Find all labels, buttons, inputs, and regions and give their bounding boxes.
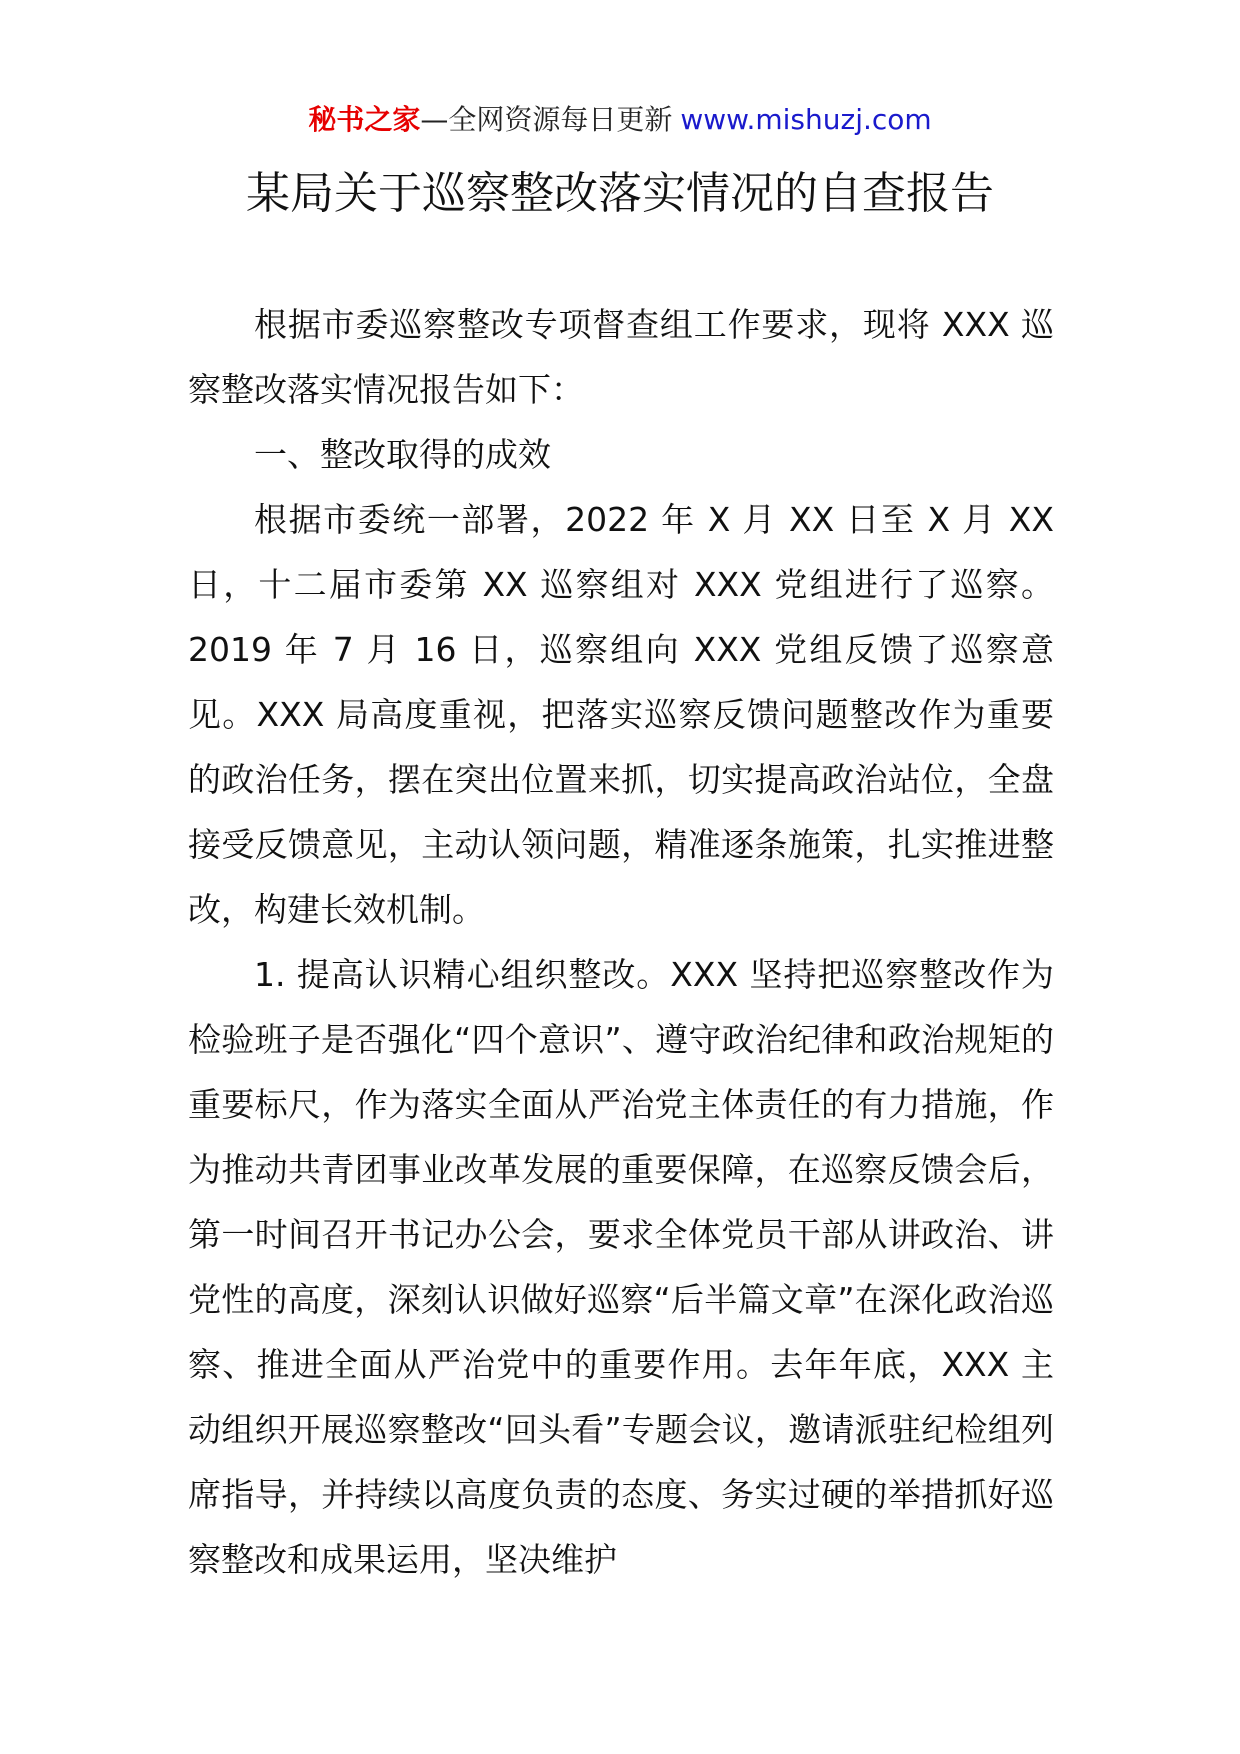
site-url-link[interactable]: www.mishuzj.com (680, 103, 932, 136)
header-tagline: —全网资源每日更新 (420, 103, 673, 136)
document-title: 某局关于巡察整改落实情况的自查报告 (246, 168, 994, 219)
section-heading: 一、整改取得的成效 (254, 435, 551, 474)
document-body (188, 292, 1054, 1592)
site-header (0, 100, 1240, 140)
body-paragraph: 根据市委统一部署，2022 年 X 月 XX 日至 X 月 XX 日，十二届市委第 XX 巡察组对 XXX 党组进行了巡察。2019 年 7 月 16 日，巡察组向 XXX 党组反馈了巡察意见。XXX 局高度重视，把落实巡察反馈问题整改作为重要的政治任务，摆在突出位置来抓，切实提高政治站位，全盘接受反馈意见，主动认领问题，精准逐条施策，扎实推进整改，构建长效机制。 (188, 500, 1054, 929)
body-paragraph: 1. 提高认识精心组织整改。XXX 坚持把巡察整改作为检验班子是否强化“四个意识”、遵守政治纪律和政治规矩的重要标尺，作为落实全面从严治党主体责任的有力措施，作为推动共青团事业改革发展的重要保障，在巡察反馈会后，第一时间召开书记办公会，要求全体党员干部从讲政治、讲党性的高度，深刻认识做好巡察“后半篇文章”在深化政治巡察、推进全面从严治党中的重要作用。去年年底，XXX 主动组织开展巡察整改“回头看”专题会议，邀请派驻纪检组列席指导，并持续以高度负责的态度、务实过硬的举措抓好巡察整改和成果运用，坚决维护 (188, 955, 1054, 1579)
brand-name: 秘书之家 (308, 103, 421, 136)
intro-paragraph: 根据市委巡察整改专项督查组工作要求，现将 XXX 巡察整改落实情况报告如下： (188, 305, 1054, 409)
